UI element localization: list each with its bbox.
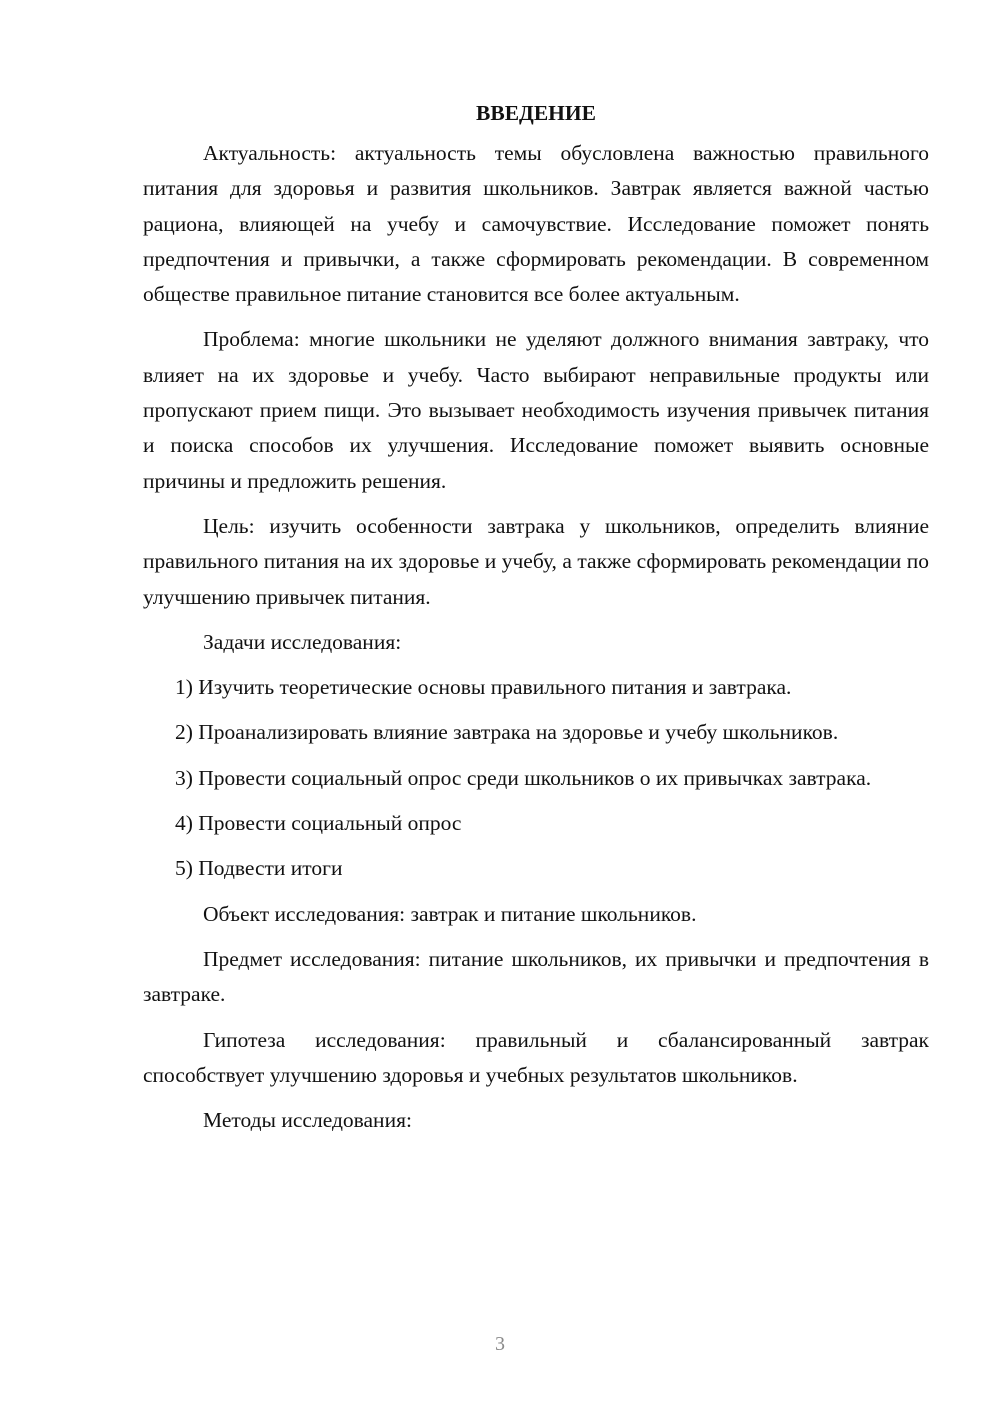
section-title: ВВЕДЕНИЕ: [476, 101, 596, 125]
hypothesis-paragraph: Гипотеза исследования: правильный и сбалансированный завтрак способствует улучшению здоровья и учебных результатов школьников.: [143, 1027, 929, 1087]
document-page: [143, 98, 929, 1138]
object-paragraph: Объект исследования: завтрак и питание школьников.: [203, 901, 697, 926]
problem-paragraph: Проблема: многие школьники не уделяют должного внимания завтраку, что влияет на их здоровье и учебу. Часто выбирают неправильные продукты или пропускают прием пищи. Это вызывает необходимость изучения привычек питания и поиска способов их улучшения. Исследование поможет выявить основные причины и предложить решения.: [143, 327, 929, 493]
task-item-4: 4) Провести социальный опрос: [175, 811, 462, 836]
task-item-5: 5) Подвести итоги: [175, 856, 343, 881]
page-number: 3: [495, 1333, 505, 1355]
actuality-paragraph: Актуальность: актуальность темы обусловлена важностью правильного питания для здоровья и развития школьников. Завтрак является важной частью рациона, влияющей на учебу и самочувствие. Исследование поможет понять предпочтения и привычки, а также сформировать рекомендации. В современном обществе правильное питание становится все более актуальным.: [143, 141, 929, 307]
task-item-1: 1) Изучить теоретические основы правильного питания и завтрака.: [175, 675, 792, 700]
tasks-heading: Задачи исследования:: [203, 629, 402, 654]
methods-heading: Методы исследования:: [203, 1108, 412, 1133]
task-item-2: 2) Проанализировать влияние завтрака на здоровье и учебу школьников.: [175, 720, 839, 745]
task-item-3: 3) Провести социальный опрос среди школьников о их привычках завтрака.: [175, 765, 872, 790]
subject-paragraph: Предмет исследования: питание школьников, их привычки и предпочтения в завтраке.: [143, 946, 929, 1007]
goal-paragraph: Цель: изучить особенности завтрака у школьников, определить влияние правильного питания на их здоровье и учебу, а также сформировать рекомендации по улучшению привычек питания.: [143, 513, 929, 609]
